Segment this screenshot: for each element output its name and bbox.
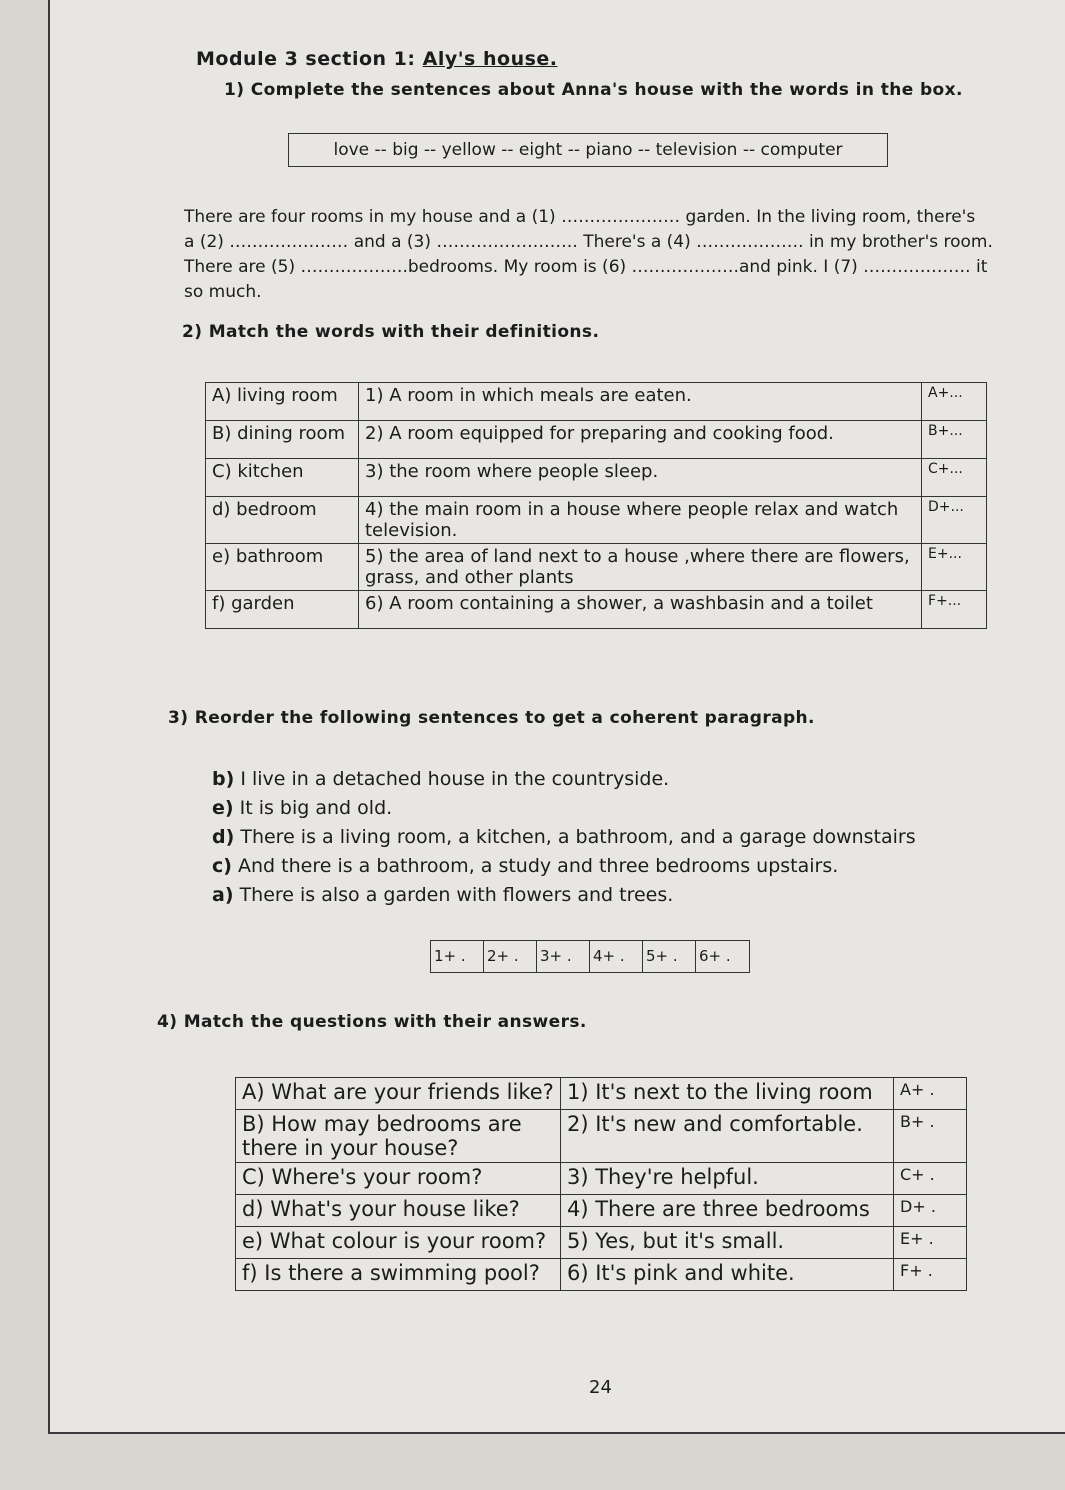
table-row — [206, 544, 987, 591]
answer-cell: 5) Yes, but it's small. — [561, 1227, 894, 1259]
answer-cell: F+... — [922, 591, 987, 629]
definition-cell: 6) A room containing a shower, a washbasin and a toilet — [359, 591, 922, 629]
module-title-name: Aly's house. — [422, 48, 558, 70]
table-row — [206, 421, 987, 459]
sentence-letter: c) — [212, 855, 232, 877]
list-item — [212, 823, 916, 852]
question-cell: A) What are your friends like? — [236, 1078, 561, 1110]
question-cell: C) Where's your room? — [236, 1163, 561, 1195]
q1-line: a (2) ………………… and a (3) ……………………. There's a (4) ………………. in my brother's room. — [184, 232, 993, 252]
word-cell: A) living room — [206, 383, 359, 421]
key-cell: F+ . — [894, 1259, 967, 1291]
table-row — [206, 383, 987, 421]
q1-paragraph — [184, 205, 996, 305]
answer-cell: 2) It's new and comfortable. — [561, 1110, 894, 1163]
definition-cell: 1) A room in which meals are eaten. — [359, 383, 922, 421]
question-cell: e) What colour is your room? — [236, 1227, 561, 1259]
order-cell[interactable]: 2+ . — [484, 941, 537, 972]
table-row — [236, 1110, 967, 1163]
q2-instruction: 2) Match the words with their definitions. — [182, 322, 600, 342]
list-item — [212, 794, 916, 823]
sentence-letter: a) — [212, 884, 234, 906]
sentence-letter: d) — [212, 826, 235, 848]
table-row — [236, 1195, 967, 1227]
word-cell: B) dining room — [206, 421, 359, 459]
table-row — [206, 459, 987, 497]
word-cell: d) bedroom — [206, 497, 359, 544]
q1-line: There are (5) ……………….bedrooms. My room is (6) ……………….and pink. I (7) ………………. it — [184, 257, 988, 277]
key-cell: D+ . — [894, 1195, 967, 1227]
key-cell: A+ . — [894, 1078, 967, 1110]
word-cell: f) garden — [206, 591, 359, 629]
q4-instruction: 4) Match the questions with their answers. — [157, 1012, 587, 1032]
q1-line: so much. — [184, 282, 262, 302]
list-item — [212, 852, 916, 881]
table-row — [206, 497, 987, 544]
order-cell[interactable]: 6+ . — [699, 947, 731, 965]
order-cell[interactable]: 1+ . — [431, 941, 484, 972]
order-answer-boxes — [430, 940, 750, 973]
definition-cell: 2) A room equipped for preparing and cooking food. — [359, 421, 922, 459]
table-row — [236, 1259, 967, 1291]
list-item — [212, 881, 916, 910]
key-cell: B+ . — [894, 1110, 967, 1163]
answer-cell: C+... — [922, 459, 987, 497]
word-box — [288, 133, 888, 167]
list-item — [212, 765, 916, 794]
definition-cell: 3) the room where people sleep. — [359, 459, 922, 497]
question-cell: d) What's your house like? — [236, 1195, 561, 1227]
definition-cell: 5) the area of land next to a house ,where there are flowers, grass, and other plants — [359, 544, 922, 591]
module-title-prefix: Module 3 section 1: — [196, 48, 416, 70]
q1-line: There are four rooms in my house and a (1) ………………… garden. In the living room, there's — [184, 207, 976, 227]
answer-cell: A+... — [922, 383, 987, 421]
order-cell[interactable]: 3+ . — [537, 941, 590, 972]
word-cell: e) bathroom — [206, 544, 359, 591]
table-row — [236, 1227, 967, 1259]
module-title — [196, 48, 558, 70]
sentence-text: There is also a garden with flowers and trees. — [239, 884, 674, 906]
order-cell[interactable]: 4+ . — [590, 941, 643, 972]
q3-instruction: 3) Reorder the following sentences to get a coherent paragraph. — [168, 708, 815, 728]
sentence-text: There is a living room, a kitchen, a bathroom, and a garage downstairs — [240, 826, 916, 848]
sentence-letter: b) — [212, 768, 235, 790]
answer-cell: D+... — [922, 497, 987, 544]
order-cell[interactable]: 5+ . — [643, 941, 696, 972]
sentence-text: It is big and old. — [239, 797, 393, 819]
key-cell: E+ . — [894, 1227, 967, 1259]
answer-cell: 6) It's pink and white. — [561, 1259, 894, 1291]
question-cell: f) Is there a swimming pool? — [236, 1259, 561, 1291]
sentence-text: And there is a bathroom, a study and three bedrooms upstairs. — [238, 855, 839, 877]
answer-cell: B+... — [922, 421, 987, 459]
q3-sentences — [212, 765, 916, 910]
word-cell: C) kitchen — [206, 459, 359, 497]
sentence-text: I live in a detached house in the countryside. — [240, 768, 670, 790]
answer-cell: 3) They're helpful. — [561, 1163, 894, 1195]
questions-answers-table — [235, 1077, 967, 1291]
answer-cell: 4) There are three bedrooms — [561, 1195, 894, 1227]
page-number: 24 — [589, 1377, 612, 1398]
key-cell: C+ . — [894, 1163, 967, 1195]
q1-instruction: 1) Complete the sentences about Anna's house with the words in the box. — [224, 80, 963, 100]
answer-cell: E+... — [922, 544, 987, 591]
definitions-table — [205, 382, 987, 629]
table-row — [206, 591, 987, 629]
definition-cell: 4) the main room in a house where people relax and watch television. — [359, 497, 922, 544]
answer-cell: 1) It's next to the living room — [561, 1078, 894, 1110]
table-row — [236, 1078, 967, 1110]
question-cell: B) How may bedrooms are there in your house? — [236, 1110, 561, 1163]
sentence-letter: e) — [212, 797, 234, 819]
word-box-text: love -- big -- yellow -- eight -- piano -- television -- computer — [333, 140, 843, 160]
table-row — [236, 1163, 967, 1195]
